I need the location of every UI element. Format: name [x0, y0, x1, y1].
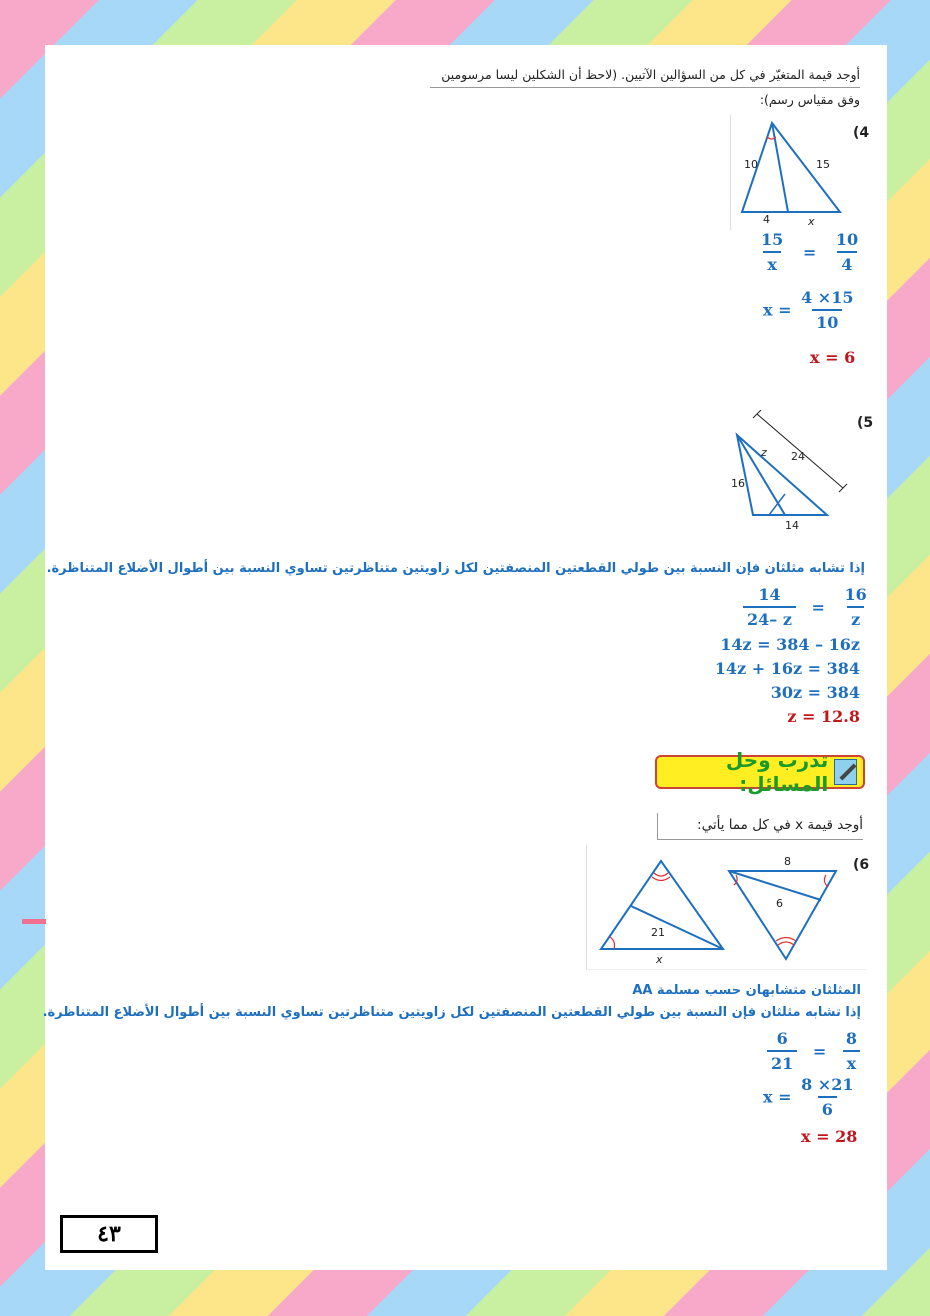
q4-label-x: x	[808, 215, 815, 228]
q6-segment-6	[729, 871, 821, 900]
q4-eq2-num: 4 ×15	[801, 288, 854, 307]
q5-label-z: z	[761, 446, 767, 459]
q6-reason-text: المثلثان متشابهان حسب مسلمة AA	[632, 983, 861, 998]
q6-label-6: 6	[776, 897, 783, 910]
q4-solve	[763, 288, 857, 332]
q6-proportion: $\frac{6}{21}$ = $\frac{8}{x}$	[767, 1029, 861, 1073]
q6-rule-text: إذا تشابه مثلثان فإن النسبة بين طولي القطعتين المنصفتين لكل زاويتين متناظرتين تساوي النسبة بين أطوال الأضلاع المتناظرة.	[42, 1005, 861, 1020]
q5-eq1-r-num: 16	[844, 585, 867, 604]
q5-triangle-figure	[725, 410, 855, 530]
q6-eq2-num: 8 ×21	[801, 1075, 854, 1094]
q5-label-24: 24	[791, 450, 805, 463]
instruction-line-1: أوجد قيمة المتغيّر في كل من السؤالين الآتيين. (لاحظ أن الشكلين ليسا مرسومين	[430, 63, 860, 88]
practice-heading: تدرب وحل المسائل:	[725, 748, 829, 796]
worksheet-page	[42, 45, 887, 1270]
page-number: ٤٣	[97, 1221, 121, 1247]
q4-eq2-lhs: x =	[763, 300, 792, 320]
question-4-number: (4	[853, 125, 870, 141]
q6-eq1-l-den: 21	[767, 1050, 797, 1073]
q4-label-4: 4	[763, 213, 770, 226]
instruction-line-2: وفق مقياس رسم):	[759, 92, 860, 107]
q5-answer: z = 12.8	[787, 707, 860, 726]
question-6-number: (6	[853, 857, 870, 873]
q6-eq1-r-den: x	[843, 1050, 861, 1073]
q6-triangles-figure	[586, 845, 866, 970]
q5-step-3: 30z = 384	[770, 683, 860, 702]
q6-answer: x = 28	[801, 1127, 858, 1146]
margin-marker	[22, 919, 46, 924]
q4-eq1-l-den: x	[763, 251, 781, 274]
q4-proportion: $\frac{15}{x}$ = $\frac{10}{4}$	[757, 230, 862, 274]
q5-eq1-r-den: z	[847, 606, 864, 629]
q4-eq1-r-den: 4	[837, 251, 856, 274]
q4-eq2-den: 10	[812, 309, 842, 332]
practice-heading-box	[655, 748, 865, 796]
q5-eq1-l-den: 24– z	[743, 606, 796, 629]
q5-steps	[645, 633, 860, 729]
question-5-number: (5	[857, 415, 874, 431]
page-number-box	[60, 1215, 158, 1253]
q5-proportion: $\frac{14}{24- z}$ = $\frac{16}{z}$	[743, 585, 871, 629]
q4-answer: x = 6	[810, 348, 856, 367]
q4-label-10: 10	[744, 158, 758, 171]
q6-label-21: 21	[651, 926, 665, 939]
q4-eq1-r-num: 10	[835, 230, 859, 249]
q5-label-16: 16	[731, 477, 745, 490]
q5-step-2: 14z + 16z = 384	[714, 659, 860, 678]
q4-label-15: 15	[816, 158, 830, 171]
q6-eq1-r-num: 8	[845, 1029, 857, 1048]
q5-eq1-l-num: 14	[758, 585, 781, 604]
q6-solve	[763, 1075, 857, 1119]
q6-segment-21	[631, 906, 723, 949]
q6-label-8: 8	[784, 855, 791, 868]
q6-eq2-den: 6	[818, 1096, 837, 1119]
pencil-notebook-icon	[834, 759, 857, 785]
instruction-header	[430, 63, 860, 112]
q5-step-1: 14z = 384 – 16z	[720, 635, 860, 654]
q5-triangle	[737, 435, 827, 515]
q4-triangle-figure	[730, 115, 850, 230]
q6-triangle-2	[729, 871, 836, 959]
q4-eq1-l-num: 15	[761, 230, 784, 249]
q5-rule-text: إذا تشابه مثلثان فإن النسبة بين طولي القطعتين المنصفتين لكل زاويتين متناظرتين تساوي النسبة بين أطوال الأضلاع المتناظرة.	[46, 561, 865, 576]
q6-eq2-lhs: x =	[763, 1087, 792, 1107]
q6-eq1-l-num: 6	[776, 1029, 788, 1048]
q4-bisector	[772, 123, 788, 212]
q5-label-14: 14	[785, 519, 799, 530]
practice-instruction: أوجد قيمة x في كل مما يأتي:	[657, 813, 863, 840]
q6-label-x: x	[656, 953, 663, 966]
